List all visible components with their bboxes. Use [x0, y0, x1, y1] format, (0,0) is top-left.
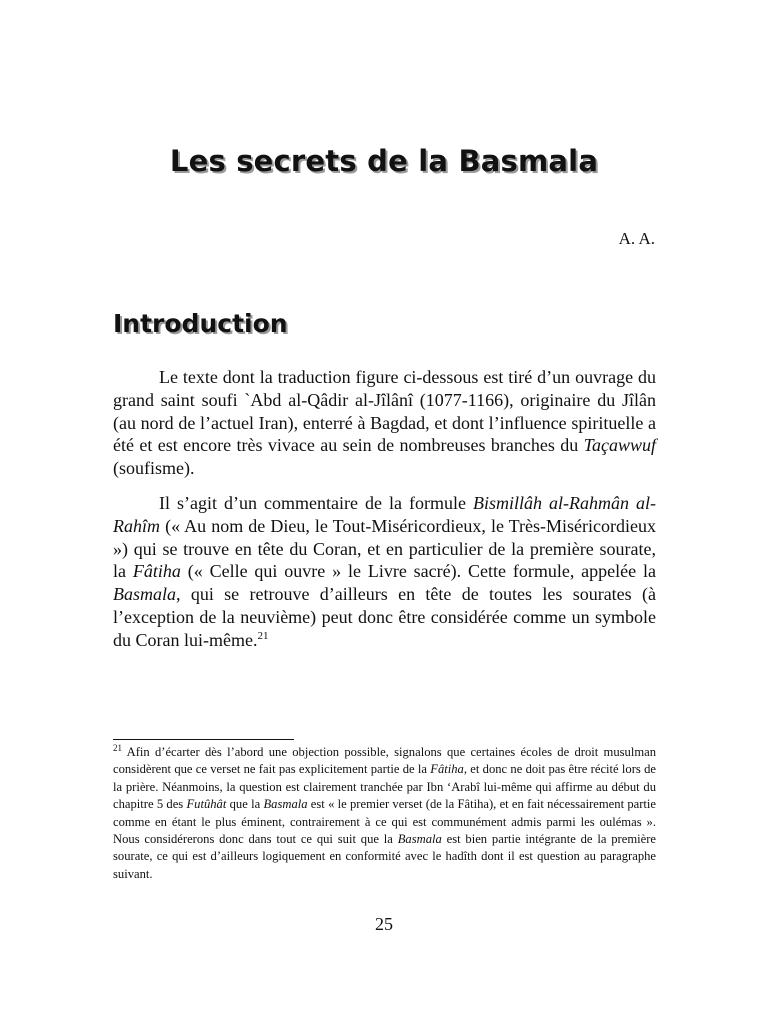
italic-term: Futûhât	[186, 797, 227, 812]
page-number: 25	[375, 914, 393, 934]
italic-term: Bismillâh al-Rahmân al-Rahîm	[113, 493, 656, 536]
italic-term: Fâtiha	[430, 762, 464, 777]
text-run: (« Au nom de Dieu, le Tout-Miséricordieux, le Très-Miséricordieux ») qui se trouve en tête du Coran, et en particulier de la première sourate, la	[113, 515, 656, 582]
footnote	[113, 744, 656, 883]
text-run: , qui se retrouve d’ailleurs en tête de toutes les sourates (à l’exception de la neuvième) peut donc être considérée comme un symbole du Coran lui-même.	[113, 584, 656, 650]
author-initials: A. A.	[618, 229, 655, 248]
italic-term: Basmala	[397, 832, 442, 847]
text-run: (soufisme).	[113, 458, 195, 479]
italic-term: Taçawwuf	[583, 435, 656, 456]
footnote-reference: 21	[257, 629, 269, 642]
text-run: , et donc ne doit pas être récité lors de la prière. Néanmoins, la question est clairement tranchée par Ibn ‘Arabî lui-même qui affirme au début du chapitre 5 des	[113, 762, 656, 812]
text-run: (« Celle qui ouvre » le Livre sacré). Cette formule, appelée la	[180, 561, 656, 582]
section-heading: Introduction	[113, 309, 288, 338]
paragraph-2	[113, 492, 656, 652]
italic-term: Fâtiha	[132, 561, 181, 582]
paragraph-1	[113, 366, 656, 480]
text-run: Afin d’écarter dès l’abord une objection possible, signalons que certaines écoles de droit musulman considèrent que ce verset ne fait pas explicitement partie de la	[113, 745, 656, 777]
footnote-marker: 21	[113, 742, 122, 753]
italic-term: Basmala	[263, 797, 308, 812]
footnote-text	[113, 742, 657, 881]
text-run: Il s’agit d’un commentaire de la formule	[159, 493, 473, 513]
italic-term: Basmala	[113, 584, 176, 605]
text-run: est « le premier verset (de la Fâtiha), et en fait nécessairement partie comme en étant le plus éminent, contrairement à ce qui est communément admis parmi les oulémas ». Nous considérerons donc dans tout ce qui suit que la	[113, 797, 657, 847]
document-title: Les secrets de la Basmala	[169, 144, 599, 178]
text-run: que la	[226, 797, 264, 812]
footnote-separator	[113, 739, 294, 740]
text-run: est bien partie intégrante de la première sourate, ce qui est d’ailleurs logiquement en conformité avec le hadîth dont il est question au paragraphe suivant.	[113, 832, 656, 881]
text-run: Le texte dont la traduction figure ci-dessous est tiré d’un ouvrage du grand saint soufi `Abd al-Qâdir al-Jîlânî (1077-1166), originaire du Jîlân (au nord de l’actuel Iran), enterré à Bagdad, et dont l’influence spirituelle a été et est encore très vivace au sein de nombreuses branches du	[113, 367, 656, 456]
